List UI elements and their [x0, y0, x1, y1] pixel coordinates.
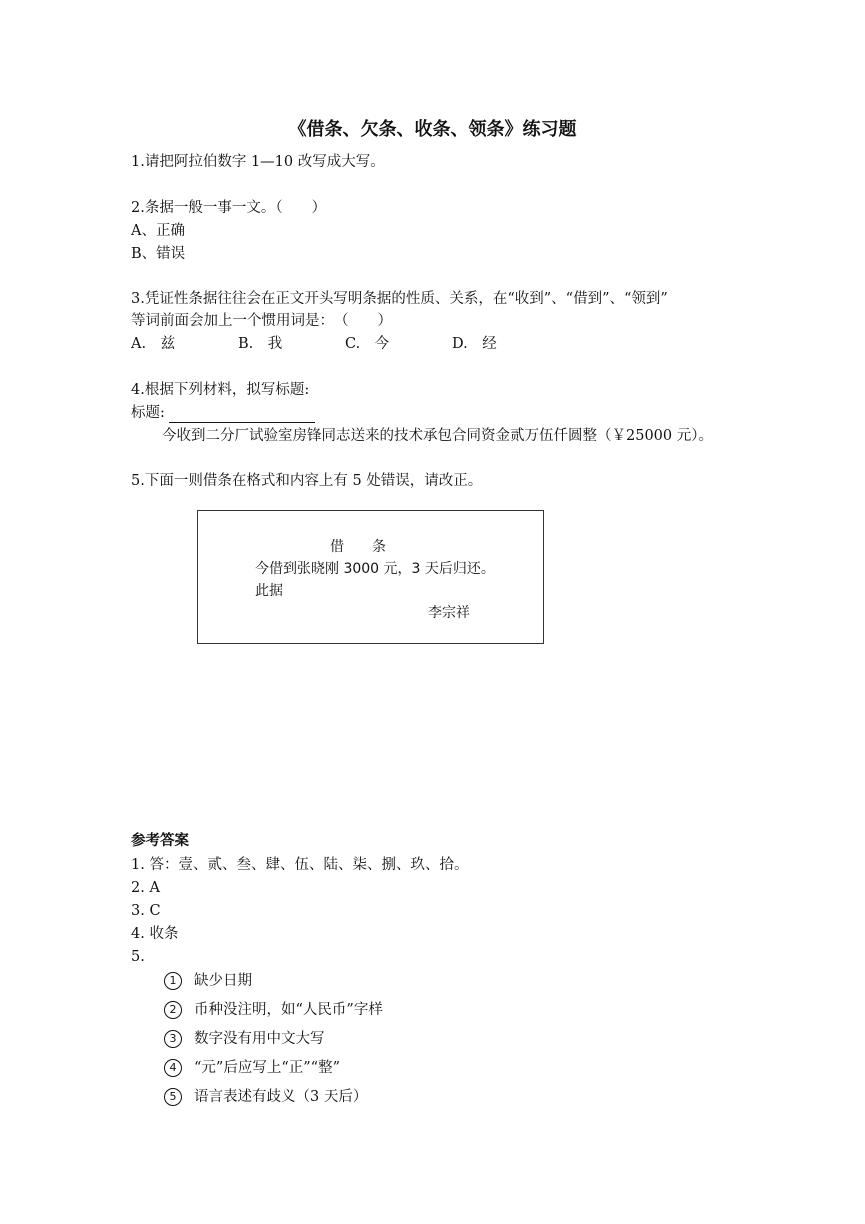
question-2-option-a: A、正确: [131, 223, 185, 239]
question-3-stem-line2: 等词前面会加上一个惯用词是： （ ）: [131, 313, 392, 329]
answer-5-label: 5.: [131, 949, 145, 965]
answer-5-item: [164, 1087, 367, 1107]
iou-note-closing: 此据: [255, 583, 283, 599]
question-3-options: [131, 334, 497, 354]
question-3-option-d: D. 经: [452, 336, 497, 352]
question-4-material: 今收到二分厂试验室房锋同志送来的技术承包合同资金贰万伍仟圆整（￥25000 元）。: [162, 428, 713, 444]
title-answer-blank: [169, 407, 315, 423]
answer-5-item: [164, 1000, 383, 1020]
question-2-option-b: B、错误: [131, 246, 186, 262]
answer-2: 2. A: [131, 880, 160, 896]
question-3-option-b: B. 我: [238, 336, 283, 352]
question-5-stem: 5.下面一则借条在格式和内容上有 5 处错误，请改正。: [131, 473, 483, 489]
answer-5-item-text: 数字没有用中文大写: [194, 1031, 325, 1047]
answers-heading: 参考答案: [131, 833, 189, 849]
answer-3: 3. C: [131, 903, 161, 919]
question-3-stem-line1: 3.凭证性条据往往会在正文开头写明条据的性质、关系，在“收到”、“借到”、“领到”: [131, 291, 668, 307]
circled-number-2: 2: [164, 1001, 182, 1019]
question-3-option-c: C. 今: [345, 336, 390, 352]
iou-note-body: 今借到张晓刚 3000 元，3 天后归还。: [255, 561, 495, 577]
circled-number-3: 3: [164, 1030, 182, 1048]
question-1: 1.请把阿拉伯数字 1—10 改写成大写。: [131, 154, 385, 170]
iou-note-heading: 借 条: [330, 539, 386, 555]
question-4-stem: 4.根据下列材料，拟写标题:: [131, 382, 310, 398]
circled-number-5: 5: [164, 1088, 182, 1106]
answer-4: 4. 收条: [131, 926, 179, 942]
answer-5-item-text: “元”后应写上“正”“整”: [194, 1060, 340, 1076]
answer-5-item-text: 语言表述有歧义（3 天后）: [194, 1089, 368, 1105]
circled-number-4: 4: [164, 1059, 182, 1077]
circled-number-1: 1: [164, 972, 182, 990]
answer-5-item: [164, 971, 252, 991]
page-title: 《借条、欠条、收条、领条》练习题: [288, 119, 577, 140]
question-4-title-line: [131, 403, 315, 423]
answer-5-item: [164, 1058, 340, 1078]
answer-5-item: [164, 1029, 325, 1049]
question-4-title-label: 标题:: [131, 405, 165, 421]
question-3-option-a: A. 兹: [131, 336, 176, 352]
answer-5-item-text: 币种没注明，如“人民币”字样: [194, 1002, 383, 1018]
question-2-stem: 2.条据一般一事一文。（ ）: [131, 200, 327, 216]
iou-note-signature: 李宗祥: [428, 605, 470, 621]
answer-1: 1. 答：壹、贰、叁、肆、伍、陆、柒、捌、玖、拾。: [131, 857, 469, 873]
answer-5-item-text: 缺少日期: [194, 973, 252, 989]
iou-note-box: [197, 510, 544, 644]
